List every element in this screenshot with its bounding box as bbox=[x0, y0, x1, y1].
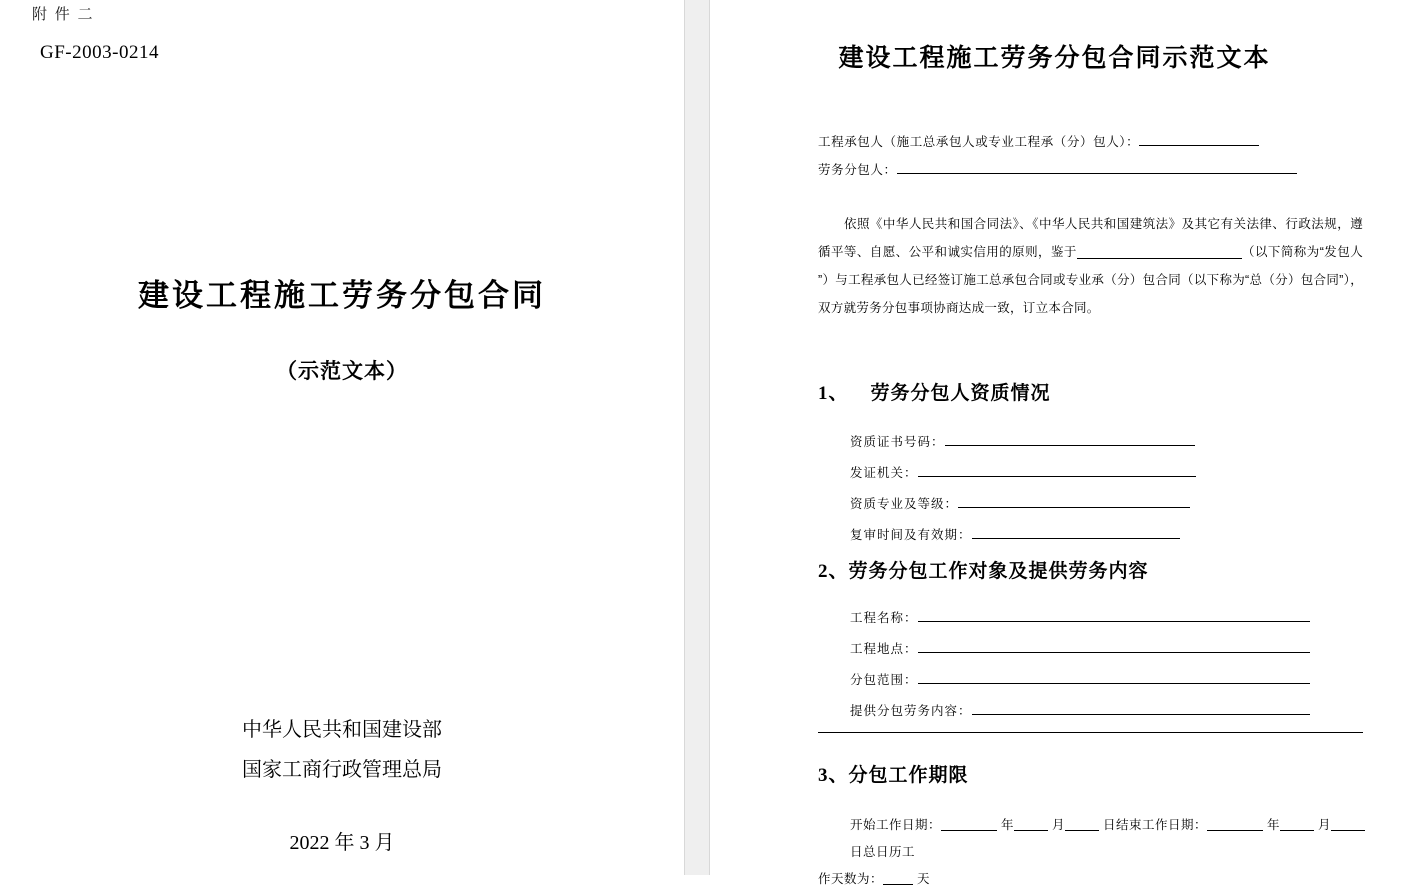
party-fields bbox=[818, 132, 1363, 188]
term-unit-month-end: 月 bbox=[1318, 818, 1332, 832]
field-label-review-validity: 复审时间及有效期： bbox=[850, 528, 972, 542]
field-input-service-content[interactable] bbox=[972, 701, 1310, 715]
field-input-qualification-grade[interactable] bbox=[958, 494, 1190, 508]
party-label-contractor: 工程承包人（施工总承包人或专业工程承（分）包人）： bbox=[818, 135, 1140, 149]
field-input-review-validity[interactable] bbox=[972, 525, 1180, 539]
party-input-contractor[interactable] bbox=[1139, 132, 1259, 146]
section-3-title: 分包工作期限 bbox=[848, 765, 969, 786]
section-1-number: 1、 bbox=[818, 383, 849, 404]
term-unit-total-days-prefix: 日总日历工 bbox=[850, 845, 916, 859]
section-heading-3 bbox=[818, 760, 969, 787]
field-row-issuing-authority bbox=[850, 463, 1196, 481]
field-row-subcontract-scope bbox=[850, 670, 1310, 688]
preamble-input-employer[interactable] bbox=[1077, 245, 1242, 259]
term-unit-year-start: 年 bbox=[1001, 818, 1015, 832]
field-input-service-content-overflow[interactable] bbox=[818, 732, 1363, 733]
term-input-end-month[interactable] bbox=[1280, 818, 1314, 831]
attachment-label: 附 件 二 bbox=[32, 7, 95, 23]
term-label-start-date: 开始工作日期： bbox=[850, 818, 942, 832]
preamble-text-part1: 依照《中华人民共和国合同法》、《中华人民共和国建筑法》及其它有关法律、行政法规，遵循平等、自愿、公平和诚实信用的原则，鉴于 bbox=[818, 217, 1363, 259]
section-2-number: 2、 bbox=[818, 561, 849, 582]
term-unit-year-end: 年 bbox=[1267, 818, 1281, 832]
field-label-project-name: 工程名称： bbox=[850, 611, 918, 625]
field-input-project-location[interactable] bbox=[918, 639, 1310, 653]
document-title: 建设工程施工劳务分包合同示范文本 bbox=[838, 45, 1271, 72]
section-heading-2 bbox=[818, 556, 1149, 583]
section-3-number: 3、 bbox=[818, 765, 849, 786]
term-line-2 bbox=[818, 866, 1370, 893]
term-input-end-year[interactable] bbox=[1207, 818, 1263, 831]
preamble-paragraph bbox=[818, 210, 1363, 322]
cover-title: 建设工程施工劳务分包合同 bbox=[138, 278, 546, 313]
cover-subtitle: （示范文本） bbox=[276, 359, 408, 383]
party-label-subcontractor: 劳务分包人： bbox=[818, 163, 897, 177]
term-line-1 bbox=[850, 812, 1370, 866]
term-input-start-year[interactable] bbox=[941, 818, 997, 831]
party-row-contractor bbox=[818, 132, 1363, 150]
field-label-certificate-number: 资质证书号码： bbox=[850, 435, 945, 449]
section-1-fields bbox=[850, 432, 1196, 556]
section-heading-1 bbox=[818, 378, 1051, 405]
page-gutter bbox=[684, 0, 710, 875]
term-input-start-day[interactable] bbox=[1065, 818, 1099, 831]
field-input-project-name[interactable] bbox=[918, 608, 1310, 622]
field-label-issuing-authority: 发证机关： bbox=[850, 466, 918, 480]
cover-date: 2022 年 3 月 bbox=[289, 832, 395, 854]
field-row-qualification-grade bbox=[850, 494, 1196, 512]
field-row-certificate-number bbox=[850, 432, 1196, 450]
section-3-term-fields bbox=[818, 812, 1370, 893]
field-label-subcontract-scope: 分包范围： bbox=[850, 673, 918, 687]
page-contract-body bbox=[710, 0, 1399, 886]
term-input-start-month[interactable] bbox=[1014, 818, 1048, 831]
preamble-text-part2: （以下简称为“发包人 ”）与工程承包人已经签订施工总承包合同或专业承（分）包合同（以下称为“总（分）包合同”），双方就劳务分包事项协商达成一致，订立本合同。 bbox=[818, 245, 1363, 315]
field-label-service-content: 提供分包劳务内容： bbox=[850, 704, 972, 718]
party-row-subcontractor bbox=[818, 160, 1363, 178]
section-1-title: 劳务分包人资质情况 bbox=[870, 383, 1051, 404]
section-2-fields bbox=[850, 608, 1310, 732]
field-input-issuing-authority[interactable] bbox=[918, 463, 1196, 477]
field-label-qualification-grade: 资质专业及等级： bbox=[850, 497, 959, 511]
field-row-project-name bbox=[850, 608, 1310, 626]
page-cover bbox=[0, 0, 684, 875]
term-input-end-day[interactable] bbox=[1331, 818, 1365, 831]
field-row-review-validity bbox=[850, 525, 1196, 543]
term-label-total-days: 作天数为： bbox=[818, 872, 884, 886]
term-input-total-days[interactable] bbox=[883, 872, 913, 885]
term-unit-days: 天 bbox=[917, 872, 931, 886]
field-input-certificate-number[interactable] bbox=[945, 432, 1195, 446]
field-input-subcontract-scope[interactable] bbox=[918, 670, 1310, 684]
term-label-end-date: 日结束工作日期： bbox=[1103, 818, 1208, 832]
field-label-project-location: 工程地点： bbox=[850, 642, 918, 656]
field-row-project-location bbox=[850, 639, 1310, 657]
section-2-title: 劳务分包工作对象及提供劳务内容 bbox=[848, 561, 1149, 582]
form-code: GF-2003-0214 bbox=[40, 42, 159, 63]
cover-org-line-2: 国家工商行政管理总局 bbox=[242, 759, 442, 781]
term-unit-month-start: 月 bbox=[1052, 818, 1066, 832]
cover-org-line-1: 中华人民共和国建设部 bbox=[242, 719, 442, 741]
party-input-subcontractor[interactable] bbox=[897, 160, 1297, 174]
field-row-service-content bbox=[850, 701, 1310, 719]
cover-organizations bbox=[0, 710, 684, 790]
